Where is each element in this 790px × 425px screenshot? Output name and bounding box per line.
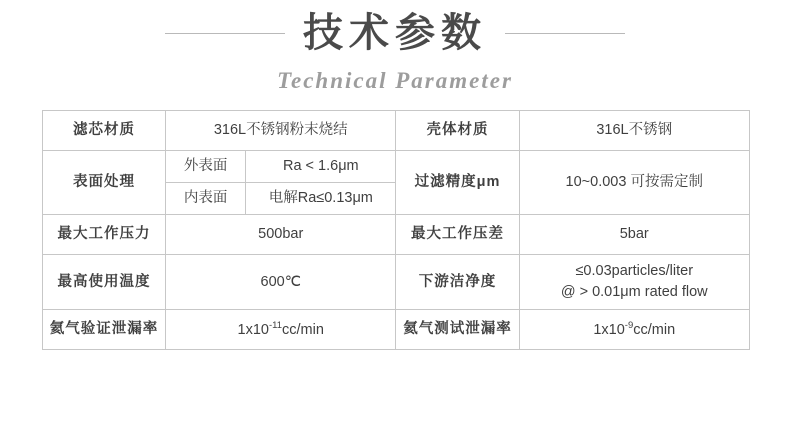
surface-treatment-table bbox=[166, 151, 395, 214]
cell-value-filtration-rating: 10~0.003 可按需定制 bbox=[519, 151, 750, 215]
cell-label-downstream-cleanliness: 下游洁净度 bbox=[396, 255, 519, 310]
cell-value-max-temperature: 600℃ bbox=[166, 255, 396, 310]
title-rule-right bbox=[505, 33, 625, 34]
helium-verification-value-exponent: -11 bbox=[269, 319, 283, 331]
table-row bbox=[166, 183, 395, 215]
downstream-cleanliness-line2: @ > 0.01μm rated flow bbox=[560, 284, 708, 301]
helium-test-value-exponent: -9 bbox=[624, 319, 634, 331]
table-row bbox=[43, 255, 750, 310]
title-row bbox=[0, 8, 790, 58]
cell-value-filter-material: 316L不锈钢粉末烧结 bbox=[166, 111, 396, 151]
helium-test-value-pre: 1x10 bbox=[593, 321, 625, 338]
cell-value-helium-test-leak-rate bbox=[519, 310, 750, 350]
title-rule-left bbox=[165, 33, 285, 34]
cell-label-helium-verification-leak-rate: 氦气验证泄漏率 bbox=[43, 310, 166, 350]
cell-label-filter-material: 滤芯材质 bbox=[43, 111, 166, 151]
page-title: 技术参数 bbox=[303, 11, 487, 55]
cell-label-surface-treatment: 表面处理 bbox=[43, 151, 166, 215]
cell-label-housing-material: 壳体材质 bbox=[396, 111, 519, 151]
helium-verification-value-post: cc/min bbox=[282, 321, 324, 338]
cell-value-max-differential-pressure: 5bar bbox=[519, 215, 750, 255]
helium-verification-value-pre: 1x10 bbox=[237, 321, 269, 338]
helium-test-value-post: cc/min bbox=[633, 321, 676, 338]
cell-label-inner-surface: 内表面 bbox=[166, 183, 246, 215]
table-row bbox=[166, 151, 395, 183]
cell-surface-treatment-group bbox=[166, 151, 396, 215]
cell-label-filtration-rating: 过滤精度μm bbox=[396, 151, 519, 215]
spec-table-wrapper bbox=[42, 110, 750, 350]
table-row bbox=[43, 111, 750, 151]
cell-value-downstream-cleanliness bbox=[519, 255, 750, 310]
cell-label-max-working-pressure: 最大工作压力 bbox=[43, 215, 166, 255]
cell-label-outer-surface: 外表面 bbox=[166, 151, 246, 183]
cell-label-max-differential-pressure: 最大工作压差 bbox=[396, 215, 519, 255]
cell-value-outer-surface: Ra < 1.6μm bbox=[246, 151, 396, 183]
table-row bbox=[43, 310, 750, 350]
cell-value-max-working-pressure: 500bar bbox=[166, 215, 396, 255]
cell-value-helium-verification-leak-rate bbox=[166, 310, 396, 350]
table-row bbox=[43, 215, 750, 255]
cell-label-max-temperature: 最高使用温度 bbox=[43, 255, 166, 310]
cell-value-housing-material: 316L不锈钢 bbox=[519, 111, 750, 151]
spec-table bbox=[42, 110, 750, 350]
table-row bbox=[43, 151, 750, 215]
cell-value-inner-surface: 电解Ra≤0.13μm bbox=[246, 183, 396, 215]
downstream-cleanliness-line1: ≤0.03particles/liter bbox=[575, 263, 694, 280]
cell-label-helium-test-leak-rate: 氦气测试泄漏率 bbox=[396, 310, 519, 350]
page-header bbox=[0, 0, 790, 94]
page-subtitle: Technical Parameter bbox=[277, 68, 513, 93]
